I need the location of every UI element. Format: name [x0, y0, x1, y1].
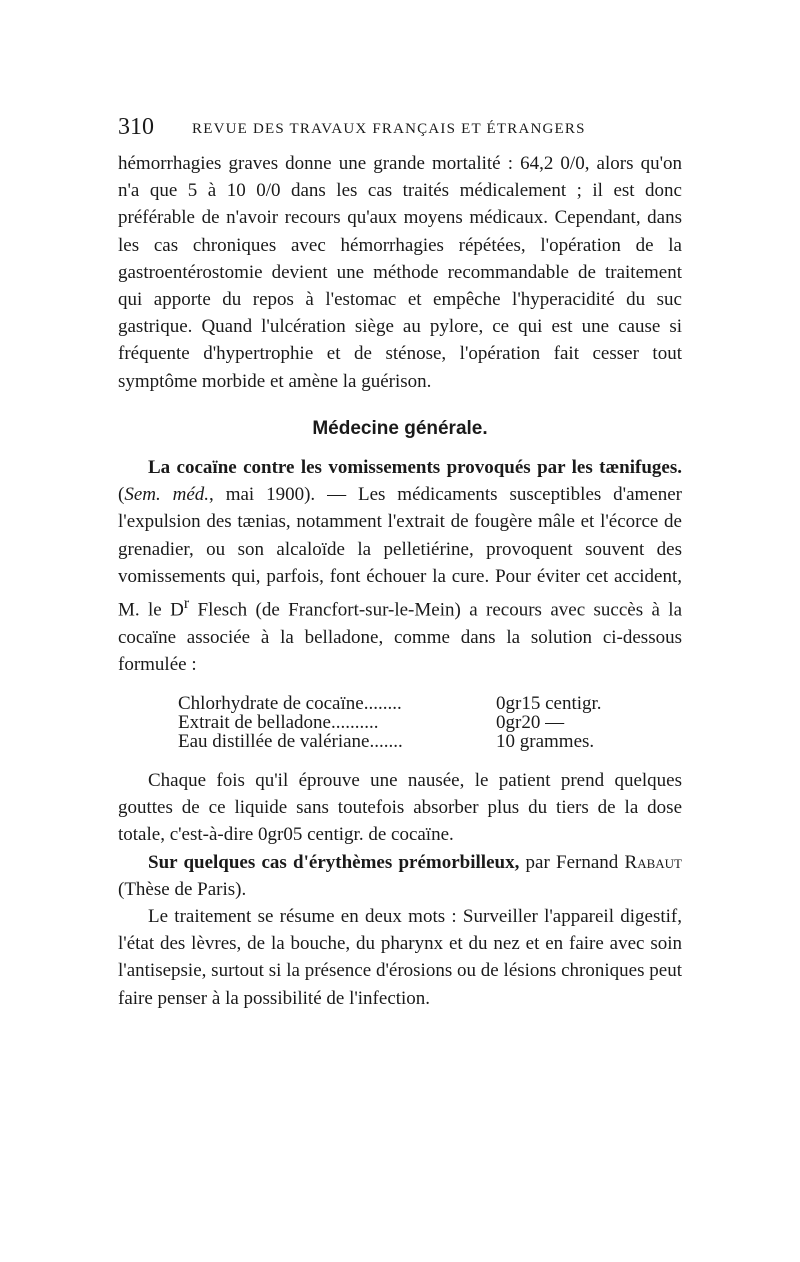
citation-journal: Sem. méd.: [124, 484, 210, 506]
article-title: La cocaïne contre les vomissements provoqués par les tænifuges.: [148, 457, 682, 479]
paragraph-treatment: Le traitement se résume en deux mots : Surveiller l'appareil digestif, l'état des lèvres, de la bouche, du pharynx et du nez et en faire avec soin l'antisepsie, surtout si la présence d'érosions ou de lésions chroniques peut faire penser à la possibilité de l'infection.: [118, 906, 682, 1009]
article-erythemes: [118, 849, 682, 903]
article-cocaine: La cocaïne contre les vomissements provoqués par les tænifuges. (Sem. méd., mai 1900). — Les médicaments susceptibles d'amener l'expulsion des tænias, notamment l'extrait de fougère mâle et l'écorce de grenadier, ou son alcaloïde la pelletiérine, provoquent souvent des vomissements qui, parfois, font échouer la cure. Pour éviter cet accident, M. le $D^r$ Flesch (de Francfort-sur-le-Mein) a recours avec succès à la cocaïne associée à la belladone, comme dans la solution ci-dessous formulée :: [118, 457, 683, 675]
article-body-end: Flesch (de Francfort-sur-le-Mein) a recours avec succès à la cocaïne associée à la belladone, comme dans la solution ci-dessous formulée :: [118, 599, 683, 675]
paragraph-dosage: Chaque fois qu'il éprouve une nausée, le patient prend quelques gouttes de ce liquide sans toutefois absorber plus du tiers de la dose totale, c'est-à-dire 0gr05 centigr. de cocaïne.: [118, 769, 682, 846]
ingredient-name: Extrait de belladone..........: [178, 712, 379, 732]
page-number: 310: [118, 114, 154, 140]
formula-table: [178, 694, 682, 751]
thesis-reference: (Thèse de Paris).: [118, 878, 247, 900]
ingredient-amount: 10 grammes.: [496, 730, 595, 752]
citation-date: , mai 1900).: [209, 484, 316, 506]
formula-row: [178, 713, 682, 732]
ingredient-name: Chlorhydrate de cocaïne........: [178, 693, 402, 713]
article-title: Sur quelques cas d'érythèmes prémorbilleux,: [148, 851, 520, 873]
body-text: [118, 150, 682, 1012]
page-header: [118, 114, 684, 140]
ingredient-name: Eau distillée de valériane.......: [178, 731, 403, 751]
formula-row: [178, 694, 682, 713]
running-title: REVUE DES TRAVAUX FRANÇAIS ET ÉTRANGERS: [192, 121, 586, 137]
doctor-superscript: r: [183, 595, 190, 613]
section-title: Médecine générale.: [312, 417, 488, 439]
author-surname: Rabaut: [624, 851, 682, 873]
article-body: — Les médicaments susceptibles d'amener l'expulsion des tænias, notamment l'extrait de fougère mâle et l'écorce de grenadier, ou son alcaloïde la pelletiérine, provoquent souvent des vomissements qui, parfois, font échouer la cure. Pour éviter cet accident, M. le D: [118, 484, 682, 621]
formula-row: [178, 732, 682, 751]
ingredient-amount: 0gr15 centigr.: [496, 692, 602, 714]
author-prefix: par Fernand: [519, 851, 625, 873]
ingredient-amount: 0gr20 —: [496, 711, 565, 733]
paragraph-continued: hémorrhagies graves donne une grande mortalité : 64,2 0/0, alors qu'on n'a que 5 à 10 0/0 dans les cas traités médicalement ; il est donc préférable de n'avoir recours qu'aux moyens médicaux. Cependant, dans les cas chroniques avec hémorrhagies répétées, l'opération de la gastroentérostomie devient une méthode recommandable de traitement qui apporte du repos à l'estomac et empêche l'hyperacidité du suc gastrique. Quand l'ulcération siège au pylore, ce qui est une cause si fréquente d'hypertrophie et de sténose, l'opération fait cesser tout symptôme morbide et amène la guérison.: [118, 153, 682, 392]
